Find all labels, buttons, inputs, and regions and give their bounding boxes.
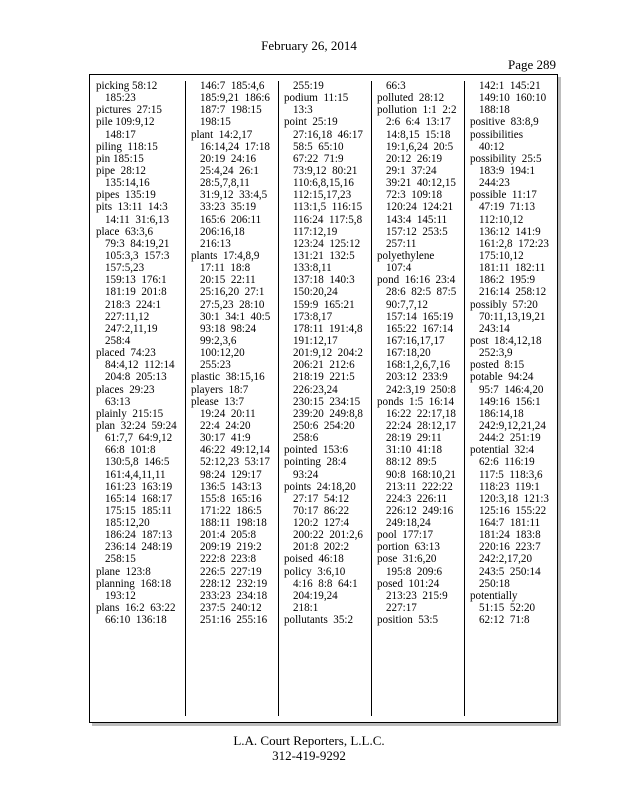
index-entry: pose 31:6,20	[377, 553, 437, 566]
index-entry: podium 11:15	[284, 92, 349, 105]
index-entry: pipes 135:19	[96, 189, 156, 202]
index-entry-continuation: 243:14	[479, 322, 510, 335]
index-entry-continuation: 131:21 132:5	[293, 249, 355, 262]
index-entry: plans 16:2 63:22	[96, 602, 176, 615]
index-entry-continuation: 222:8 223:8	[200, 553, 257, 566]
index-entry-continuation: 135:14,16	[105, 177, 150, 190]
index-entry-continuation: 255:23	[200, 359, 231, 372]
index-entry: policy 3:6,10	[284, 565, 346, 578]
index-entry-continuation: 17:11 18:8	[200, 262, 251, 275]
index-entry: place 63:3,6	[96, 225, 153, 238]
index-entry-continuation: 149:10 160:10	[479, 92, 547, 105]
index-entry: players 18:7	[191, 383, 249, 396]
index-entry-continuation: 213:11 222:22	[386, 480, 453, 493]
index-entry-continuation: 209:19 219:2	[200, 541, 262, 554]
index-entry-continuation: 181:19 201:8	[105, 286, 167, 299]
index-entry-continuation: 157:5,23	[105, 262, 145, 275]
index-column-3	[284, 80, 372, 626]
index-entry-continuation: 201:4 205:8	[200, 529, 257, 542]
index-entry-continuation: 25:4,24 26:1	[200, 164, 259, 177]
index-entry-continuation: 157:12 253:5	[386, 225, 448, 238]
index-entry-continuation: 116:24 117:5,8	[293, 213, 363, 226]
index-entry-continuation: 90:7,7,12	[386, 298, 428, 311]
index-entry-continuation: 99:2,3,6	[200, 334, 237, 347]
index-entry-continuation: 136:5 143:13	[200, 480, 262, 493]
index-entry-continuation: 165:14 168:17	[105, 492, 173, 505]
index-entry-continuation: 113:1,5 116:15	[293, 201, 363, 214]
index-entry-continuation: 28:19 29:11	[386, 432, 442, 445]
index-entry-continuation: 251:16 255:16	[200, 614, 268, 627]
index-entry-continuation: 14:11 31:6,13	[105, 213, 169, 226]
index-entry-continuation: 167:16,17,17	[386, 334, 445, 347]
index-entry-continuation: 137:18 140:3	[293, 274, 355, 287]
index-entry-continuation: 157:14 165:19	[386, 310, 454, 323]
index-entry-continuation: 20:15 22:11	[200, 274, 256, 287]
reporter-phone: 312-419-9292	[272, 748, 346, 763]
index-entry-continuation: 244:23	[479, 177, 510, 190]
index-entry-continuation: 161:2,8 172:23	[479, 237, 549, 250]
index-entry-continuation: 120:2 127:4	[293, 517, 350, 530]
index-entry-continuation: 19:24 20:11	[200, 407, 256, 420]
index-entry-continuation: 46:22 49:12,14	[200, 444, 270, 457]
index-entry-continuation: 25:16,20 27:1	[200, 286, 265, 299]
index-entry: post 18:4,12,18	[470, 334, 542, 347]
index-entry-continuation: 204:19,24	[293, 589, 338, 602]
index-entry-continuation: 149:16 156:1	[479, 395, 541, 408]
index-entry: points 24:18,20	[284, 480, 356, 493]
index-entry-continuation: 227:11,12	[105, 310, 150, 323]
index-entry-continuation: 93:18 98:24	[200, 322, 257, 335]
index-entry: picking 58:12	[96, 80, 158, 92]
index-entry-continuation: 67:22 71:9	[293, 152, 344, 165]
index-entry-continuation: 110:6,8,15,16	[293, 177, 354, 190]
index-entry-continuation: 191:12,17	[293, 334, 338, 347]
index-entry: polyethylene	[377, 249, 435, 262]
index-entry-continuation: 123:24 125:12	[293, 237, 361, 250]
index-entry-continuation: 150:20,24	[293, 286, 338, 299]
index-entry: placed 74:23	[96, 347, 156, 360]
index-entry-continuation: 117:5 118:3,6	[479, 468, 543, 481]
index-entry-continuation: 27:17 54:12	[293, 492, 350, 505]
index-entry-continuation: 203:12 233:9	[386, 371, 448, 384]
index-entry-continuation: 185:9,21 186:6	[200, 92, 270, 105]
index-entry-continuation: 201:9,12 204:2	[293, 347, 363, 360]
index-entry-continuation: 125:16 155:22	[479, 504, 547, 517]
index-entry-continuation: 242:2,17,20	[479, 553, 533, 566]
index-entry-continuation: 95:7 146:4,20	[479, 383, 544, 396]
index-entry-continuation: 201:8 202:2	[293, 541, 350, 554]
index-entry: polluted 28:12	[377, 92, 445, 105]
index-entry-continuation: 250:18	[479, 577, 510, 590]
index-entry-continuation: 19:1,6,24 20:5	[386, 140, 454, 153]
index-entry-continuation: 218:3 224:1	[105, 298, 162, 311]
index-entry-continuation: 242:9,12,21,24	[479, 419, 546, 432]
index-entry-continuation: 63:13	[105, 395, 131, 408]
index-entry-continuation: 185:12,20	[105, 517, 150, 530]
index-entry: potential 32:4	[470, 444, 535, 457]
index-entry-continuation: 186:14,18	[479, 407, 524, 420]
index-entry-continuation: 252:3,9	[479, 347, 513, 360]
index-entry-continuation: 175:10,12	[479, 249, 524, 262]
index-entry-continuation: 244:2 251:19	[479, 432, 541, 445]
index-entry-continuation: 239:20 249:8,8	[293, 407, 363, 420]
index-entry-continuation: 143:4 145:11	[386, 213, 448, 226]
index-entry: plan 32:24 59:24	[96, 419, 177, 432]
index-entry: possible 11:17	[470, 189, 537, 202]
column-divider	[185, 81, 186, 716]
index-entry-continuation: 165:6 206:11	[200, 213, 262, 226]
reporter-company: L.A. Court Reporters, L.L.C.	[233, 733, 385, 748]
index-entry-continuation: 13:3	[293, 104, 313, 117]
index-entry-continuation: 20:12 26:19	[386, 152, 443, 165]
index-entry: posted 8:15	[470, 359, 525, 372]
index-entry-continuation: 220:16 223:7	[479, 541, 541, 554]
index-entry-continuation: 257:11	[386, 237, 417, 250]
index-entry-continuation: 100:12,20	[200, 347, 245, 360]
index-entry: pollution 1:1 2:2	[377, 104, 457, 117]
index-column-4	[377, 80, 465, 626]
index-entry: pits 13:11 14:3	[96, 201, 168, 214]
index-entry-continuation: 51:15 52:20	[479, 602, 536, 615]
index-entry-continuation: 186:24 187:13	[105, 529, 173, 542]
index-entry-continuation: 66:8 101:8	[105, 444, 156, 457]
index-entry-continuation: 148:17	[105, 128, 136, 141]
index-entry-continuation: 40:12	[479, 140, 505, 153]
index-entry: ponds 1:5 16:14	[377, 395, 455, 408]
index-entry-continuation: 181:24 183:8	[479, 529, 541, 542]
index-entry-continuation: 117:12,19	[293, 225, 338, 238]
index-entry-continuation: 173:8,17	[293, 310, 333, 323]
index-entry: piling 118:15	[96, 140, 158, 153]
index-entry-continuation: 218:19 221:5	[293, 371, 355, 384]
index-entry-continuation: 226:5 227:19	[200, 565, 262, 578]
index-entry-continuation: 136:12 141:9	[479, 225, 541, 238]
index-entry-continuation: 188:11 198:18	[200, 517, 267, 530]
index-entry-continuation: 164:7 181:11	[479, 517, 541, 530]
index-entry-continuation: 146:7 185:4,6	[200, 80, 265, 92]
index-entry-continuation: 243:5 250:14	[479, 565, 541, 578]
index-entry-continuation: 20:19 24:16	[200, 152, 257, 165]
index-entry-continuation: 216:14 258:12	[479, 286, 547, 299]
index-entry-continuation: 14:8,15 15:18	[386, 128, 451, 141]
index-entry-continuation: 186:2 195:9	[479, 274, 536, 287]
index-entry-continuation: 31:9,12 33:4,5	[200, 189, 268, 202]
index-entry-continuation: 167:18,20	[386, 347, 431, 360]
index-entry: pointing 28:4	[284, 456, 347, 469]
index-entry-continuation: 255:19	[293, 80, 324, 92]
index-entry-continuation: 171:22 186:5	[200, 504, 262, 517]
index-entry-continuation: 16:22 22:17,18	[386, 407, 456, 420]
index-entry-continuation: 58:5 65:10	[293, 140, 344, 153]
index-entry-continuation: 88:12 89:5	[386, 456, 437, 469]
index-entry: pin 185:15	[96, 152, 144, 165]
index-entry: possibility 25:5	[470, 152, 542, 165]
index-entry: potentially	[470, 589, 518, 602]
index-entry-continuation: 161:23 163:19	[105, 480, 173, 493]
index-entry: plants 17:4,8,9	[191, 249, 260, 262]
index-entry-continuation: 258:15	[105, 553, 136, 566]
index-entry-continuation: 107:4	[386, 262, 412, 275]
index-entry-continuation: 188:18	[479, 104, 510, 117]
index-entry-continuation: 70:11,13,19,21	[479, 310, 546, 323]
index-entry-continuation: 118:23 119:1	[479, 480, 540, 493]
index-entry-continuation: 90:8 168:10,21	[386, 468, 456, 481]
index-entry-continuation: 193:12	[105, 589, 136, 602]
footer	[0, 733, 618, 763]
index-entry: pile 109:9,12	[96, 116, 155, 129]
index-entry: possibilities	[470, 128, 524, 141]
index-entry: plastic 38:15,16	[191, 371, 265, 384]
index-entry-continuation: 195:8 209:6	[386, 565, 443, 578]
index-entry-continuation: 47:19 71:13	[479, 201, 536, 214]
index-entry-continuation: 213:23 215:9	[386, 589, 448, 602]
index-entry-continuation: 112:10,12	[479, 213, 524, 226]
index-entry-continuation: 185:23	[105, 92, 136, 105]
index-entry-continuation: 249:18,24	[386, 517, 431, 530]
index-entry-continuation: 120:24 124:21	[386, 201, 454, 214]
index-entry-continuation: 227:17	[386, 602, 417, 615]
index-entry-continuation: 62:12 71:8	[479, 614, 530, 627]
index-entry-continuation: 66:10 136:18	[105, 614, 167, 627]
index-entry-continuation: 27:16,18 46:17	[293, 128, 363, 141]
index-entry-continuation: 31:10 41:18	[386, 444, 443, 457]
index-entry-continuation: 216:13	[200, 237, 231, 250]
index-entry-continuation: 112:15,17,23	[293, 189, 352, 202]
index-entry: pictures 27:15	[96, 104, 162, 117]
index-entry-continuation: 228:12 232:19	[200, 577, 268, 590]
index-entry-continuation: 22:4 24:20	[200, 419, 251, 432]
page-number: Page 289	[507, 57, 556, 72]
index-entry-continuation: 84:4,12 112:14	[105, 359, 175, 372]
index-entry-continuation: 204:8 205:13	[105, 371, 167, 384]
index-entry-continuation: 28:5,7,8,11	[200, 177, 250, 190]
index-entry-continuation: 258:4	[105, 334, 131, 347]
index-entry: posed 101:24	[377, 577, 440, 590]
index-entry: potable 94:24	[470, 371, 534, 384]
index-entry-continuation: 130:5,8 146:5	[105, 456, 170, 469]
index-entry-continuation: 4:16 8:8 64:1	[293, 577, 358, 590]
index-entry: planning 168:18	[96, 577, 172, 590]
word-index-frame	[89, 74, 558, 723]
index-entry: portion 63:13	[377, 541, 440, 554]
index-entry-continuation: 218:1	[293, 602, 319, 615]
index-entry: places 29:23	[96, 383, 155, 396]
index-entry-continuation: 16:14,24 17:18	[200, 140, 270, 153]
index-entry-continuation: 93:24	[293, 468, 319, 481]
index-entry-continuation: 242:3,19 250:8	[386, 383, 456, 396]
index-column-5	[470, 80, 558, 626]
index-entry-continuation: 73:9,12 80:21	[293, 164, 358, 177]
index-entry: pool 177:17	[377, 529, 434, 542]
index-entry-continuation: 27:5,23 28:10	[200, 298, 265, 311]
index-entry-continuation: 105:3,3 157:3	[105, 249, 170, 262]
index-entry-continuation: 187:7 198:15	[200, 104, 262, 117]
index-entry-continuation: 258:6	[293, 432, 319, 445]
index-entry: please 13:7	[191, 395, 244, 408]
index-entry-continuation: 161:4,4,11,11	[105, 468, 166, 481]
index-entry-continuation: 159:9 165:21	[293, 298, 355, 311]
index-entry-continuation: 226:23,24	[293, 383, 338, 396]
index-entry: plant 14:2,17	[191, 128, 253, 141]
index-entry-continuation: 133:8,11	[293, 262, 332, 275]
index-entry-continuation: 62:6 116:19	[479, 456, 535, 469]
index-entry-continuation: 22:24 28:12,17	[386, 419, 456, 432]
index-entry: plane 123:8	[96, 565, 151, 578]
index-entry-continuation: 33:23 35:19	[200, 201, 257, 214]
index-entry-continuation: 72:3 109:18	[386, 189, 443, 202]
index-entry-continuation: 200:22 201:2,6	[293, 529, 363, 542]
index-entry-continuation: 28:6 82:5 87:5	[386, 286, 457, 299]
index-entry-continuation: 30:1 34:1 40:5	[200, 310, 271, 323]
index-entry-continuation: 237:5 240:12	[200, 602, 262, 615]
index-entry-continuation: 206:21 212:6	[293, 359, 355, 372]
index-entry-continuation: 66:3	[386, 80, 406, 92]
index-entry-continuation: 29:1 37:24	[386, 164, 437, 177]
deposition-date: February 26, 2014	[261, 38, 357, 53]
index-entry-continuation: 226:12 249:16	[386, 504, 454, 517]
index-entry-continuation: 165:22 167:14	[386, 322, 454, 335]
index-entry-continuation: 224:3 226:11	[386, 492, 448, 505]
index-entry-continuation: 98:24 129:17	[200, 468, 262, 481]
index-entry: pipe 28:12	[96, 164, 146, 177]
index-entry-continuation: 30:17 41:9	[200, 432, 251, 445]
index-entry: poised 46:18	[284, 553, 344, 566]
index-entry: positive 83:8,9	[470, 116, 539, 129]
index-entry: pollutants 35:2	[284, 614, 354, 627]
index-entry-continuation: 206:16,18	[200, 225, 245, 238]
index-entry-continuation: 183:9 194:1	[479, 164, 536, 177]
index-entry-continuation: 79:3 84:19,21	[105, 237, 170, 250]
index-entry: pond 16:16 23:4	[377, 274, 456, 287]
index-entry: point 25:19	[284, 116, 338, 129]
index-entry-continuation: 39:21 40:12,15	[386, 177, 456, 190]
index-entry: possibly 57:20	[470, 298, 538, 311]
index-entry-continuation: 159:13 176:1	[105, 274, 167, 287]
index-entry: plainly 215:15	[96, 407, 164, 420]
index-entry: position 53:5	[377, 614, 439, 627]
index-entry-continuation: 52:12,23 53:17	[200, 456, 270, 469]
index-entry-continuation: 233:23 234:18	[200, 589, 268, 602]
index-column-1	[96, 80, 184, 626]
index-column-2	[191, 80, 279, 626]
index-entry-continuation: 2:6 6:4 13:17	[386, 116, 451, 129]
index-entry-continuation: 155:8 165:16	[200, 492, 262, 505]
index-entry-continuation: 230:15 234:15	[293, 395, 361, 408]
index-entry-continuation: 250:6 254:20	[293, 419, 355, 432]
index-entry-continuation: 247:2,11,19	[105, 322, 158, 335]
index-entry: pointed 153:6	[284, 444, 349, 457]
index-entry-continuation: 70:17 86:22	[293, 504, 350, 517]
index-entry-continuation: 168:1,2,6,7,16	[386, 359, 451, 372]
index-entry-continuation: 178:11 191:4,8	[293, 322, 363, 335]
index-entry-continuation: 142:1 145:21	[479, 80, 541, 92]
index-entry-continuation: 61:7,7 64:9,12	[105, 432, 173, 445]
index-entry-continuation: 236:14 248:19	[105, 541, 173, 554]
index-entry-continuation: 175:15 185:11	[105, 504, 172, 517]
index-entry-continuation: 120:3,18 121:3	[479, 492, 549, 505]
index-entry-continuation: 181:11 182:11	[479, 262, 546, 275]
index-entry-continuation: 198:15	[200, 116, 231, 129]
